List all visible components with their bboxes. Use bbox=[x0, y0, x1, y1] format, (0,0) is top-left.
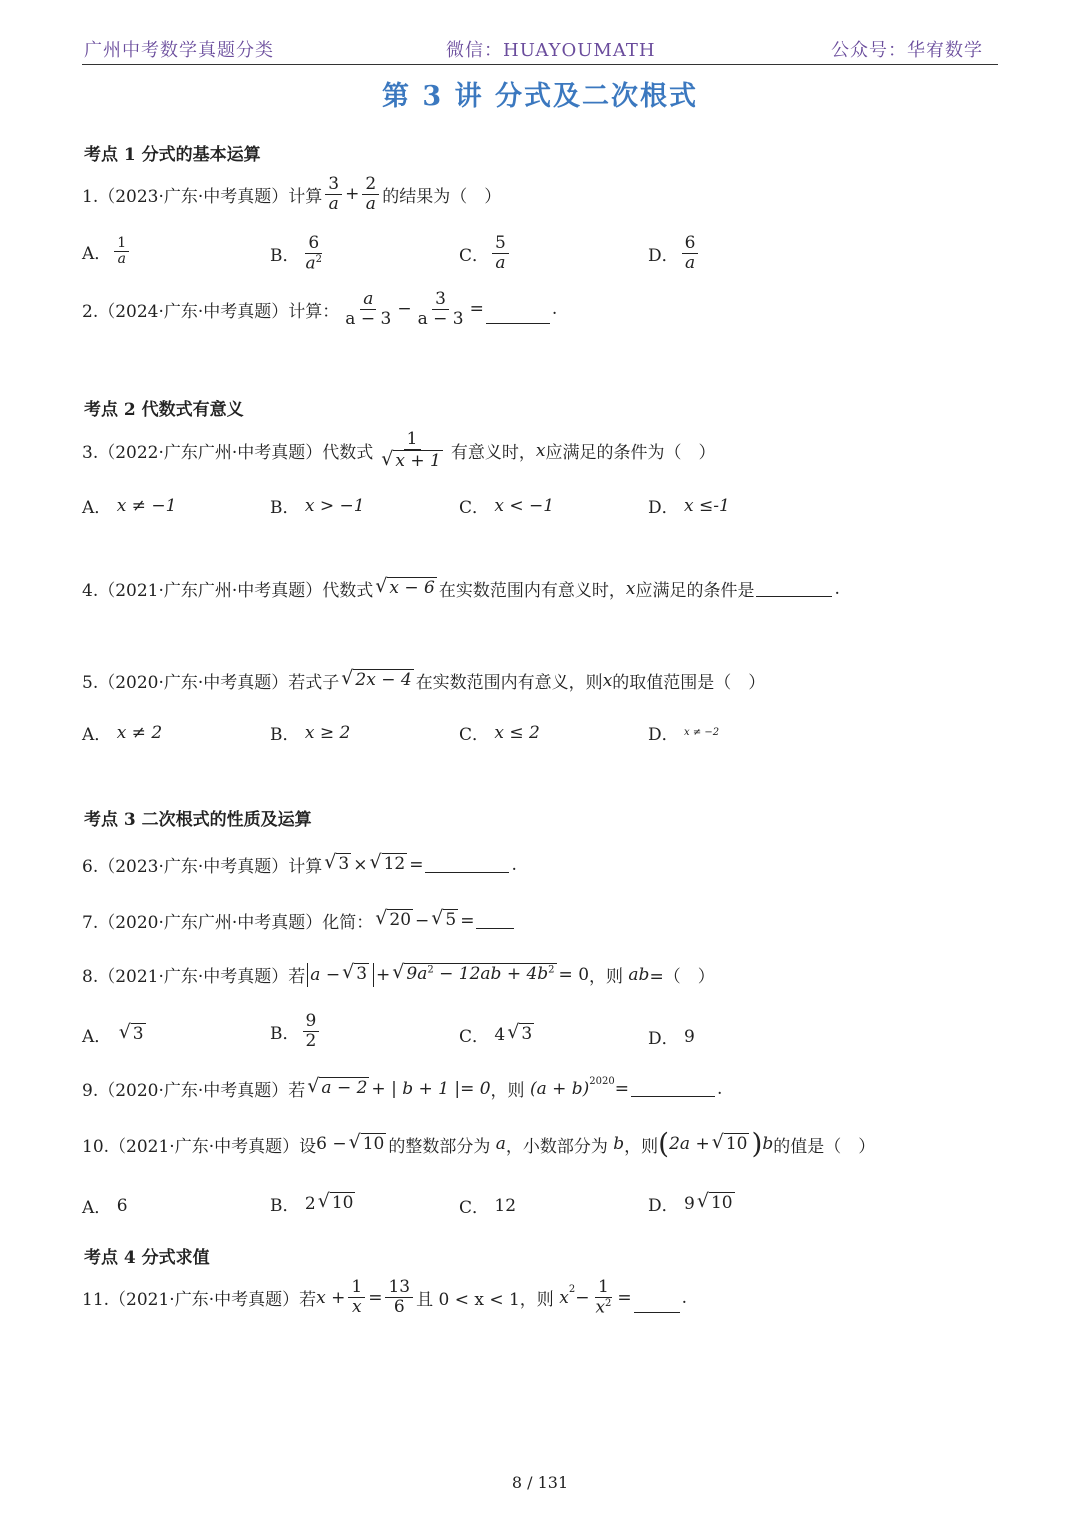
q8-option-a: A． √ 3 bbox=[82, 1021, 144, 1047]
page-number: 8 / 131 bbox=[511, 1473, 569, 1492]
q5-option-c: C． x ≤ 2 bbox=[459, 722, 540, 745]
q2-frac-2: $\frac{3}{a - 3}$ bbox=[417, 289, 464, 329]
q4-radical: √ x − 6 bbox=[375, 575, 435, 599]
q8-option-c: C． 4 √ 3 bbox=[459, 1021, 533, 1047]
section-1-heading: 考点 1 分式的基本运算 bbox=[84, 145, 261, 165]
q5-radical: √ 2x − 4 bbox=[341, 667, 412, 691]
header-right: 公众号：华宥数学 bbox=[831, 40, 983, 61]
question-8: 8.（2021·广东·中考真题）若 a − √ 3 + √ $9a^2 - 12ab + 4b^2$ = 0 ，则 ab =（ ） bbox=[82, 961, 715, 987]
question-6: 6.（2023·广东·中考真题）计算 √ 3 × √ 12 = . bbox=[82, 851, 517, 877]
q7-answer-blank[interactable] bbox=[476, 927, 514, 929]
section-3-heading: 考点 3 二次根式的性质及运算 bbox=[84, 810, 312, 830]
q3-option-d: D． x ≤-1 bbox=[648, 495, 730, 518]
q5-option-d: D． x ≠ −2 bbox=[648, 725, 720, 745]
q6-answer-blank[interactable] bbox=[425, 871, 509, 873]
header-center: 微信：HUAYOUMATH bbox=[446, 40, 656, 61]
q1-frac-1: $\frac{3}{a}$ bbox=[325, 175, 342, 213]
q10-option-c: C． 12 bbox=[459, 1195, 517, 1218]
question-2: 2.（2024·广东·中考真题）计算： $\frac{a}{a - 3}$ − $\frac{3}{a - 3}$ = . bbox=[82, 289, 558, 329]
q3-frac: 1 √ x + 1 bbox=[381, 429, 441, 471]
q10-option-a: A． 6 bbox=[82, 1195, 128, 1218]
question-9: 9.（2020·广东·中考真题）若 √ a − 2 + | b + 1 |= 0 ，则 (a + b) $^{2020}$ = . bbox=[82, 1075, 723, 1101]
question-1 bbox=[82, 175, 501, 213]
q5-option-a: A． x ≠ 2 bbox=[82, 722, 163, 745]
question-11: 11.（2021·广东·中考真题）若 x + $\frac{1}{x}$ = $\frac{13}{6}$ 且 0 < x < 1，则 x $^2$ − $\frac{1}{x^2}$ = . bbox=[82, 1277, 688, 1318]
q1-prefix: 1.（2023·广东·中考真题）计算 bbox=[82, 186, 323, 207]
question-5: 5.（2020·广东·中考真题）若式子 √ 2x − 4 在实数范围内有意义，则 x 的取值范围是（ ） bbox=[82, 667, 766, 693]
q10-option-b: B． 2 √ 10 bbox=[270, 1190, 354, 1216]
q3-prefix: 3.（2022·广东广州·中考真题）代数式 bbox=[82, 443, 374, 464]
q5-option-b: B． x ≥ 2 bbox=[270, 722, 351, 745]
q8-option-b: B． $\frac{9}{2}$ bbox=[270, 1012, 322, 1050]
q11-answer-blank[interactable] bbox=[634, 1311, 680, 1313]
q2-answer-blank[interactable] bbox=[486, 322, 550, 324]
q1-plus: + bbox=[345, 184, 360, 205]
q3-option-b: B． x > −1 bbox=[270, 495, 365, 518]
q2-prefix: 2.（2024·广东·中考真题）计算： bbox=[82, 301, 340, 322]
q3-option-a: A． x ≠ −1 bbox=[82, 495, 177, 518]
q3-option-c: C． x < −1 bbox=[459, 495, 555, 518]
question-10: 10.（2021·广东·中考真题）设 6 − √ 10 的整数部分为 a ，小数部分为 b ，则 ( 2a + √ 10 ) b 的值是（ ） bbox=[82, 1127, 876, 1160]
page-title: 第 3 讲 分式及二次根式 bbox=[382, 81, 698, 112]
q8-option-d: D． 9 bbox=[648, 1026, 695, 1049]
q1-frac-2: $\frac{2}{a}$ bbox=[362, 175, 379, 213]
q1-option-d: D． $\frac{6}{a}$ bbox=[648, 234, 701, 272]
question-7: 7.（2020·广东广州·中考真题）化简： √ 20 − √ 5 = bbox=[82, 908, 516, 933]
question-3: 3.（2022·广东广州·中考真题）代数式 1 √ x + 1 有意义时， x 应满足的条件为（ ） bbox=[82, 429, 716, 471]
header-divider bbox=[82, 64, 998, 65]
header-left: 广州中考数学真题分类 bbox=[84, 40, 274, 61]
q1-option-b: B． $\frac{6}{a^2}$ bbox=[270, 233, 323, 274]
question-4: 4.（2021·广东广州·中考真题）代数式 √ x − 6 在实数范围内有意义时， x 应满足的条件是 . bbox=[82, 575, 840, 601]
q1-option-c: C． $\frac{5}{a}$ bbox=[459, 234, 512, 272]
q10-option-d: D． 9 √ 10 bbox=[648, 1190, 733, 1216]
q2-frac-1: $\frac{a}{a - 3}$ bbox=[345, 289, 392, 329]
section-4-heading: 考点 4 分式求值 bbox=[84, 1248, 210, 1268]
q9-answer-blank[interactable] bbox=[631, 1095, 715, 1097]
q4-answer-blank[interactable] bbox=[756, 595, 832, 597]
q1-suffix: 的结果为（ ） bbox=[382, 186, 502, 207]
q1-option-a: A． $\frac{1}{a}$ bbox=[82, 236, 132, 268]
section-2-heading: 考点 2 代数式有意义 bbox=[84, 400, 244, 420]
